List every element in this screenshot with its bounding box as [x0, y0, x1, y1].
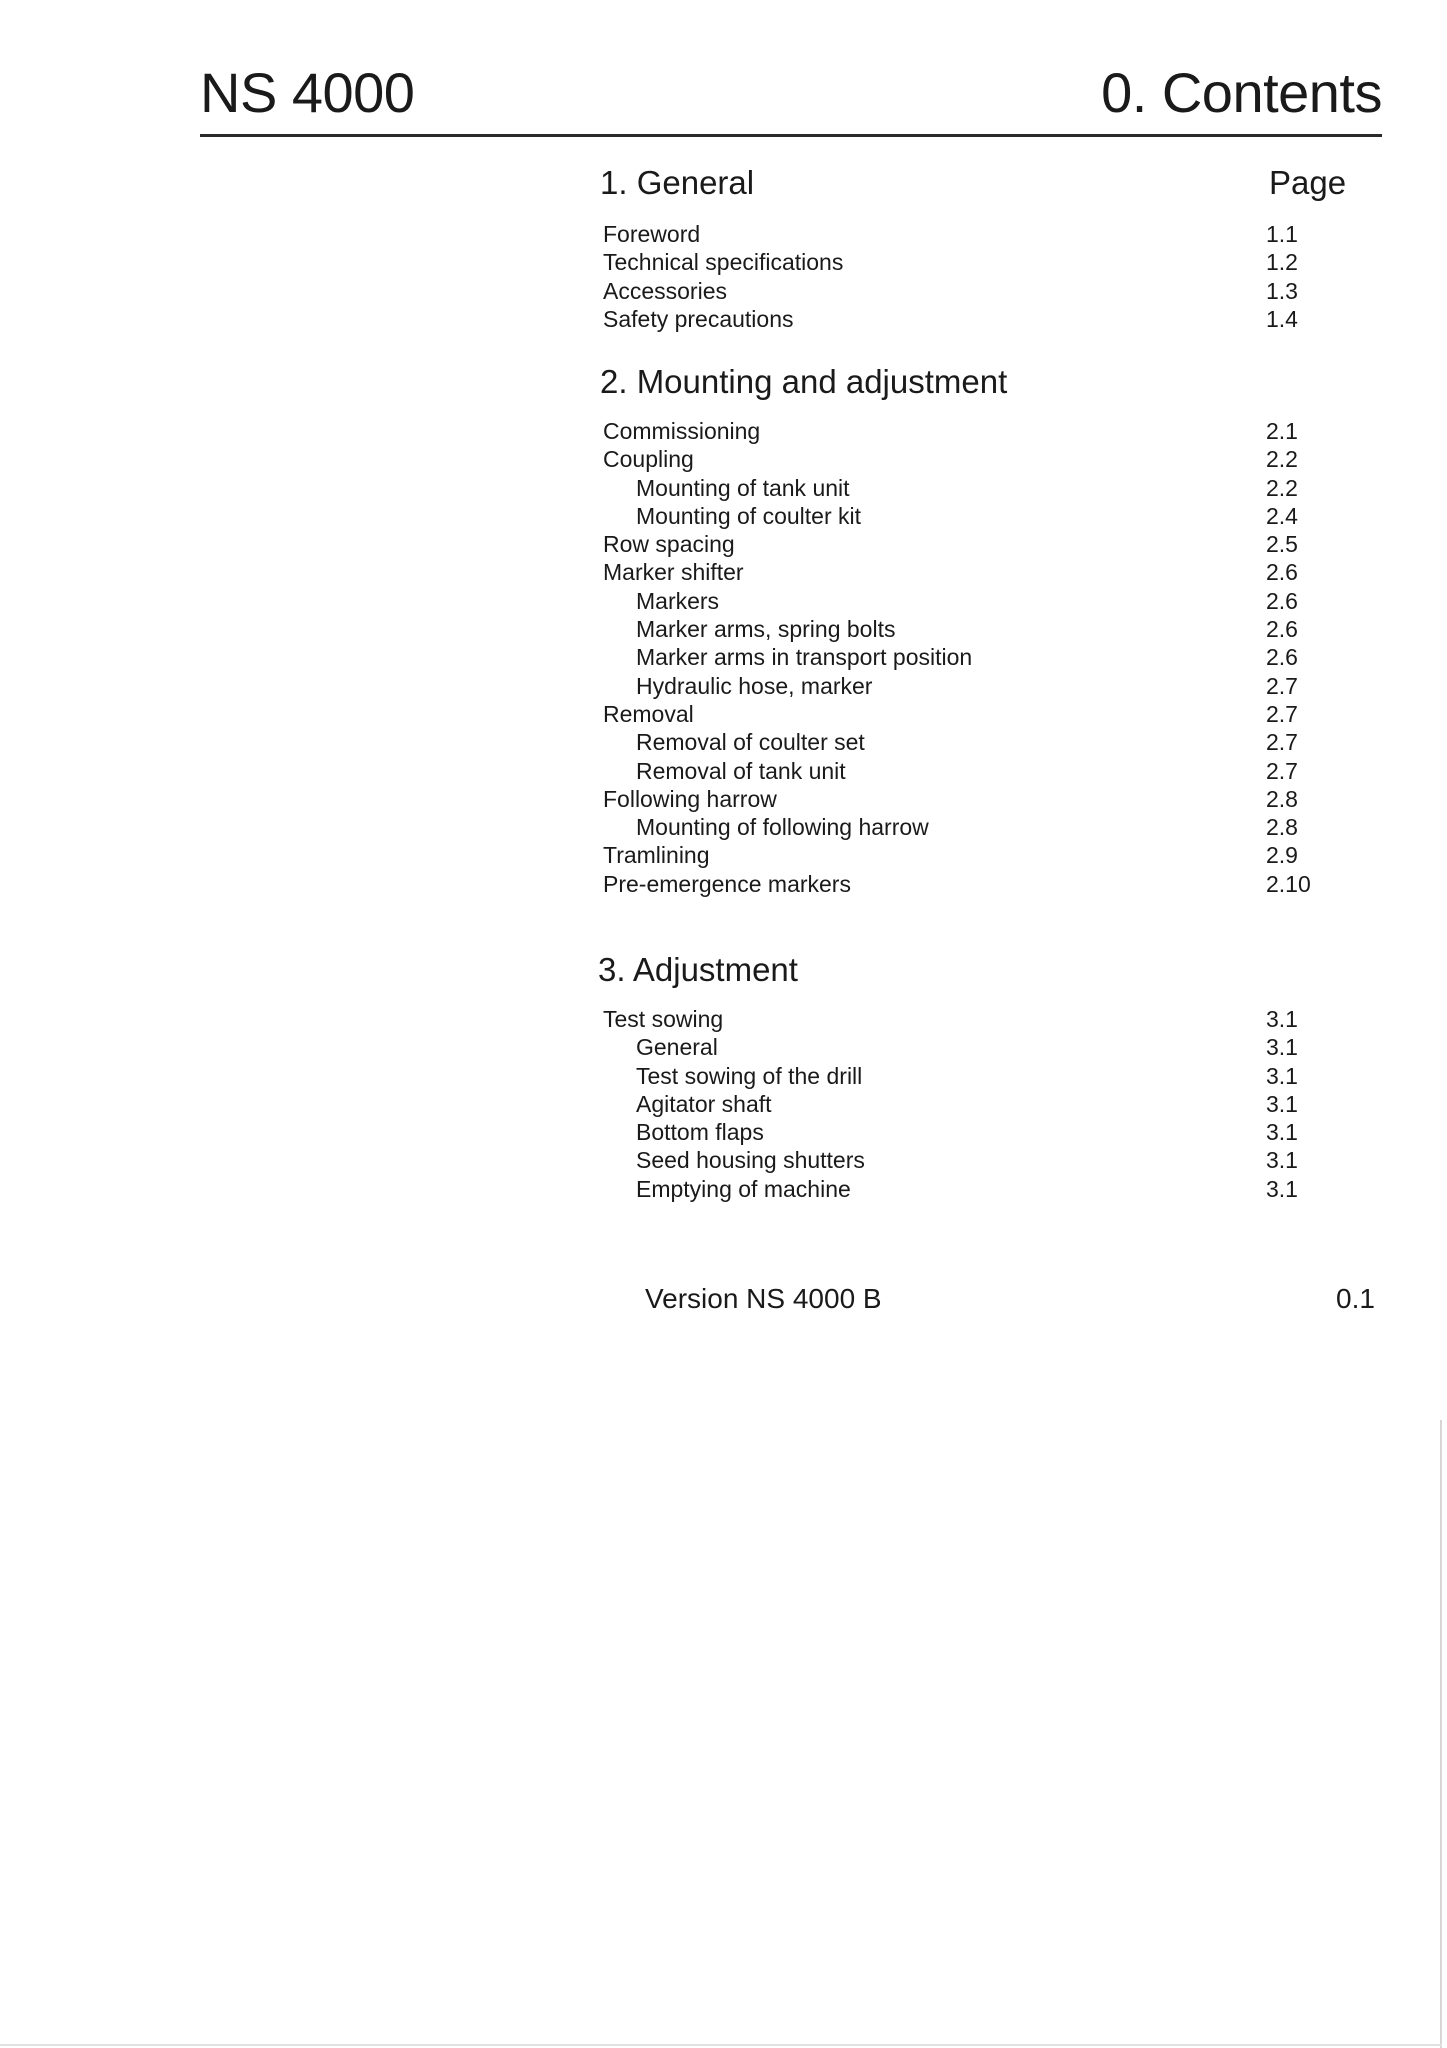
- toc-entry: [0, 757, 1447, 785]
- toc-entry-label: Emptying of machine: [636, 1175, 851, 1202]
- toc-entry-page: 1.1: [1266, 221, 1298, 247]
- toc-entry: [0, 530, 1447, 558]
- toc-entry-label: Seed housing shutters: [636, 1147, 865, 1174]
- toc-entry: [0, 1090, 1447, 1118]
- toc-entry: [0, 1005, 1447, 1033]
- toc-entry: [0, 1118, 1447, 1146]
- toc-entry: [0, 841, 1447, 869]
- toc-entry-label: Technical specifications: [603, 249, 844, 276]
- toc-entry-label: Mounting of following harrow: [636, 814, 929, 841]
- toc-entry-label: Safety precautions: [603, 305, 794, 332]
- toc-entry: [0, 785, 1447, 813]
- scan-edge-right: [1440, 1420, 1442, 2048]
- toc-entry: [0, 558, 1447, 586]
- toc-entry-label: Markers: [636, 587, 720, 614]
- toc-entry-label: Coupling: [603, 446, 694, 473]
- document-title: NS 4000: [200, 61, 415, 124]
- toc-entry-label: Agitator shaft: [636, 1090, 772, 1117]
- toc-entry-page: 3.1: [1266, 1119, 1298, 1146]
- toc-entry-label: Marker arms, spring bolts: [636, 616, 896, 643]
- toc-entry-page: 2.2: [1266, 474, 1298, 501]
- scan-edge-bottom: [0, 2044, 1442, 2046]
- toc-entry: [0, 305, 1447, 333]
- toc-entry-page: 2.6: [1266, 587, 1298, 614]
- toc-entry: [0, 1062, 1447, 1090]
- contents-title: 0. Contents: [1101, 61, 1382, 124]
- toc-entry: [0, 417, 1447, 445]
- toc-entry: [0, 728, 1447, 756]
- toc-entry-label: Bottom flaps: [636, 1119, 764, 1146]
- toc-entry-page: 2.6: [1266, 644, 1298, 671]
- toc-entry-label: Marker shifter: [603, 559, 744, 586]
- toc-entry-page: 3.1: [1266, 1147, 1298, 1174]
- toc-entry-label: Commissioning: [603, 418, 761, 444]
- toc-entry-label: Hydraulic hose, marker: [636, 672, 873, 699]
- page-column-heading: Page: [1269, 164, 1347, 201]
- toc-entry-label: Row spacing: [603, 531, 735, 558]
- toc-entry-page: 2.7: [1266, 757, 1298, 784]
- toc-entry: [0, 643, 1447, 671]
- toc-entry-label: Foreword: [603, 221, 701, 247]
- toc-entry-page: 2.7: [1266, 672, 1298, 699]
- toc-entry-label: Accessories: [603, 277, 727, 304]
- toc-entry-label: General: [636, 1034, 718, 1061]
- toc-entry: [0, 474, 1447, 502]
- toc-entry-page: 1.4: [1266, 305, 1298, 332]
- footer-version: Version NS 4000 B: [645, 1283, 882, 1314]
- toc-entry-page: 3.1: [1266, 1034, 1298, 1061]
- footer-page-number: 0.1: [1336, 1283, 1375, 1314]
- toc-entry: [0, 277, 1447, 305]
- toc-entry-label: Marker arms in transport position: [636, 644, 973, 671]
- toc-entry: [0, 248, 1447, 276]
- toc-entry-label: Test sowing of the drill: [636, 1062, 863, 1089]
- toc-section-heading-adjustment: 3. Adjustment: [598, 951, 798, 988]
- toc-entry-page: 3.1: [1266, 1062, 1298, 1089]
- toc-entry: [0, 870, 1447, 898]
- toc-entry-label: Mounting of coulter kit: [636, 502, 862, 529]
- toc-entry: [0, 700, 1447, 728]
- toc-entry-label: Tramlining: [603, 842, 710, 869]
- toc-entry: [0, 813, 1447, 841]
- toc-entry-page: 3.1: [1266, 1006, 1298, 1032]
- toc-entry-page: 2.5: [1266, 531, 1298, 558]
- toc-entry: [0, 587, 1447, 615]
- toc-entry-page: 1.3: [1266, 277, 1298, 304]
- toc-entry-page: 2.8: [1266, 785, 1298, 812]
- toc-entry-page: 1.2: [1266, 249, 1298, 276]
- page-header: [200, 58, 1382, 137]
- toc-entry: [0, 615, 1447, 643]
- toc-entry-page: 2.7: [1266, 729, 1298, 756]
- toc-list-mounting: [0, 417, 1447, 898]
- toc-entry-page: 2.6: [1266, 616, 1298, 643]
- toc-list-general: [0, 220, 1447, 333]
- toc-entry-page: 2.6: [1266, 559, 1298, 586]
- toc-entry: [0, 502, 1447, 530]
- toc-entry-label: Removal: [603, 700, 694, 727]
- toc-entry-page: 3.1: [1266, 1175, 1298, 1202]
- toc-entry-page: 2.2: [1266, 446, 1298, 473]
- toc-entry: [0, 1146, 1447, 1174]
- toc-entry-page: 2.8: [1266, 814, 1298, 841]
- toc-entry-page: 2.10: [1266, 870, 1311, 897]
- toc-entry-label: Pre-emergence markers: [603, 870, 851, 897]
- toc-section-heading-mounting: 2. Mounting and adjustment: [600, 363, 1008, 400]
- toc-entry: [0, 1033, 1447, 1061]
- toc-entry: [0, 445, 1447, 473]
- toc-entry-label: Mounting of tank unit: [636, 474, 850, 501]
- toc-entry: [0, 1175, 1447, 1203]
- toc-entry-page: 3.1: [1266, 1090, 1298, 1117]
- toc-entry-label: Test sowing: [603, 1006, 724, 1032]
- toc-entry-label: Removal of tank unit: [636, 757, 846, 784]
- toc-entry-page: 2.4: [1266, 502, 1298, 529]
- toc-entry-page: 2.7: [1266, 700, 1298, 727]
- toc-entry-page: 2.1: [1266, 418, 1298, 444]
- toc-entry-label: Removal of coulter set: [636, 729, 865, 756]
- toc-section-heading-general: 1. General: [600, 164, 755, 201]
- toc-entry-page: 2.9: [1266, 842, 1298, 869]
- toc-entry: [0, 672, 1447, 700]
- toc-list-adjustment: [0, 1005, 1447, 1203]
- toc-entry-label: Following harrow: [603, 785, 777, 812]
- toc-entry: [0, 220, 1447, 248]
